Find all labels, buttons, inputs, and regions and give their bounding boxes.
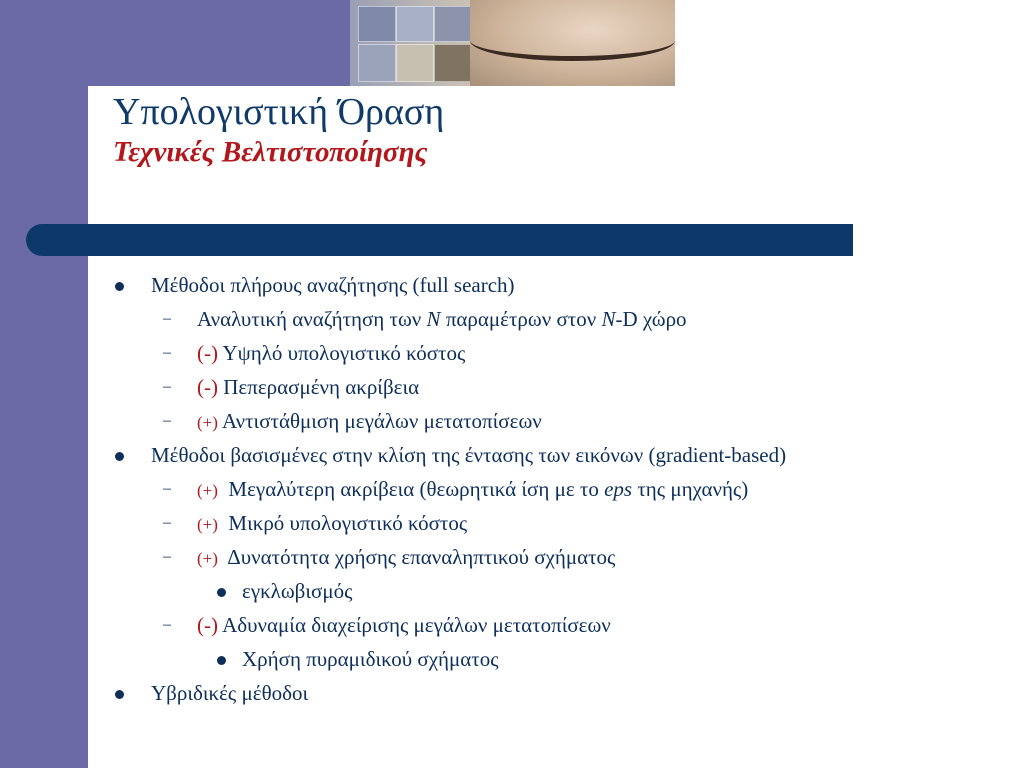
list-item (115, 404, 1016, 438)
bullet-icon (115, 452, 124, 461)
eyelid-shape (470, 20, 675, 61)
banner-tile (396, 44, 434, 82)
item-text-italic: N (426, 307, 441, 331)
slide-subtitle: Τεχνικές Βελτιστοποίησης (113, 136, 428, 168)
plus-sign: (+) (197, 549, 218, 568)
banner-tile (434, 6, 472, 42)
item-text: Υβριδικές μέθοδοι (151, 681, 309, 705)
list-item (115, 268, 1016, 302)
bullet-icon (115, 690, 124, 699)
item-text: Μέθοδοι βασισμένες στην κλίση της έντασης των εικόνων (gradient-based) (151, 443, 787, 467)
title-divider-bar (26, 224, 853, 256)
dash-icon: – (163, 378, 171, 395)
item-text: Αντιστάθμιση μεγάλων μετατοπίσεων (217, 409, 542, 433)
item-text: Αδυναμία διαχείρισης μεγάλων μετατοπίσεων (217, 613, 611, 637)
plus-sign: (+) (197, 515, 218, 534)
title-block (113, 90, 444, 170)
plus-sign: (+) (197, 481, 218, 500)
plus-sign: (+) (197, 413, 218, 432)
item-text: παραμέτρων στον (440, 307, 602, 331)
item-text: εγκλωβισμός (242, 579, 353, 603)
list-item (115, 608, 1016, 642)
banner-tile (358, 44, 396, 82)
bullet-list (115, 268, 1016, 710)
list-item (115, 472, 1016, 506)
list-item (115, 438, 1016, 472)
item-text: Πεπερασμένη ακρίβεια (217, 375, 420, 399)
minus-sign: (-) (197, 341, 218, 365)
item-text-italic: N (601, 307, 616, 331)
dash-icon: – (163, 480, 171, 497)
list-item (115, 370, 1016, 404)
banner-tile (396, 6, 434, 42)
item-text: Μεγαλύτερη ακρίβεια (θεωρητικά ίση με το (217, 477, 605, 501)
item-text: Υψηλό υπολογιστικό κόστος (217, 341, 466, 365)
list-item (115, 540, 1016, 574)
item-text: Αναλυτική αναζήτηση των (197, 307, 427, 331)
list-item (115, 506, 1016, 540)
bullet-icon (115, 282, 124, 291)
bullet-icon (217, 588, 226, 597)
minus-sign: (-) (197, 375, 218, 399)
item-text: Μέθοδοι πλήρους αναζήτησης (full search) (151, 273, 515, 297)
eye-photo (470, 0, 675, 86)
dash-icon: – (163, 514, 171, 531)
slide-title: Υπολογιστική Όραση (113, 91, 445, 133)
list-item (115, 336, 1016, 370)
item-text: Μικρό υπολογιστικό κόστος (217, 511, 468, 535)
item-text: της μηχανής) (632, 477, 749, 501)
list-item (115, 302, 1016, 336)
item-text: -D χώρο (615, 307, 687, 331)
dash-icon: – (163, 412, 171, 429)
item-text: Χρήση πυραμιδικού σχήματος (242, 647, 499, 671)
banner-tile (358, 6, 396, 42)
top-band (88, 0, 350, 86)
list-item (115, 676, 1016, 710)
item-text: Δυνατότητα χρήσης επαναληπτικού σχήματος (217, 545, 616, 569)
bullet-icon (217, 656, 226, 665)
list-item (115, 642, 1016, 676)
left-side-band (0, 0, 88, 768)
minus-sign: (-) (197, 613, 218, 637)
dash-icon: – (163, 344, 171, 361)
dash-icon: – (163, 548, 171, 565)
dash-icon: – (163, 310, 171, 327)
list-item (115, 574, 1016, 608)
item-text-italic: eps (604, 477, 633, 501)
banner-tile (434, 44, 472, 82)
dash-icon: – (163, 616, 171, 633)
